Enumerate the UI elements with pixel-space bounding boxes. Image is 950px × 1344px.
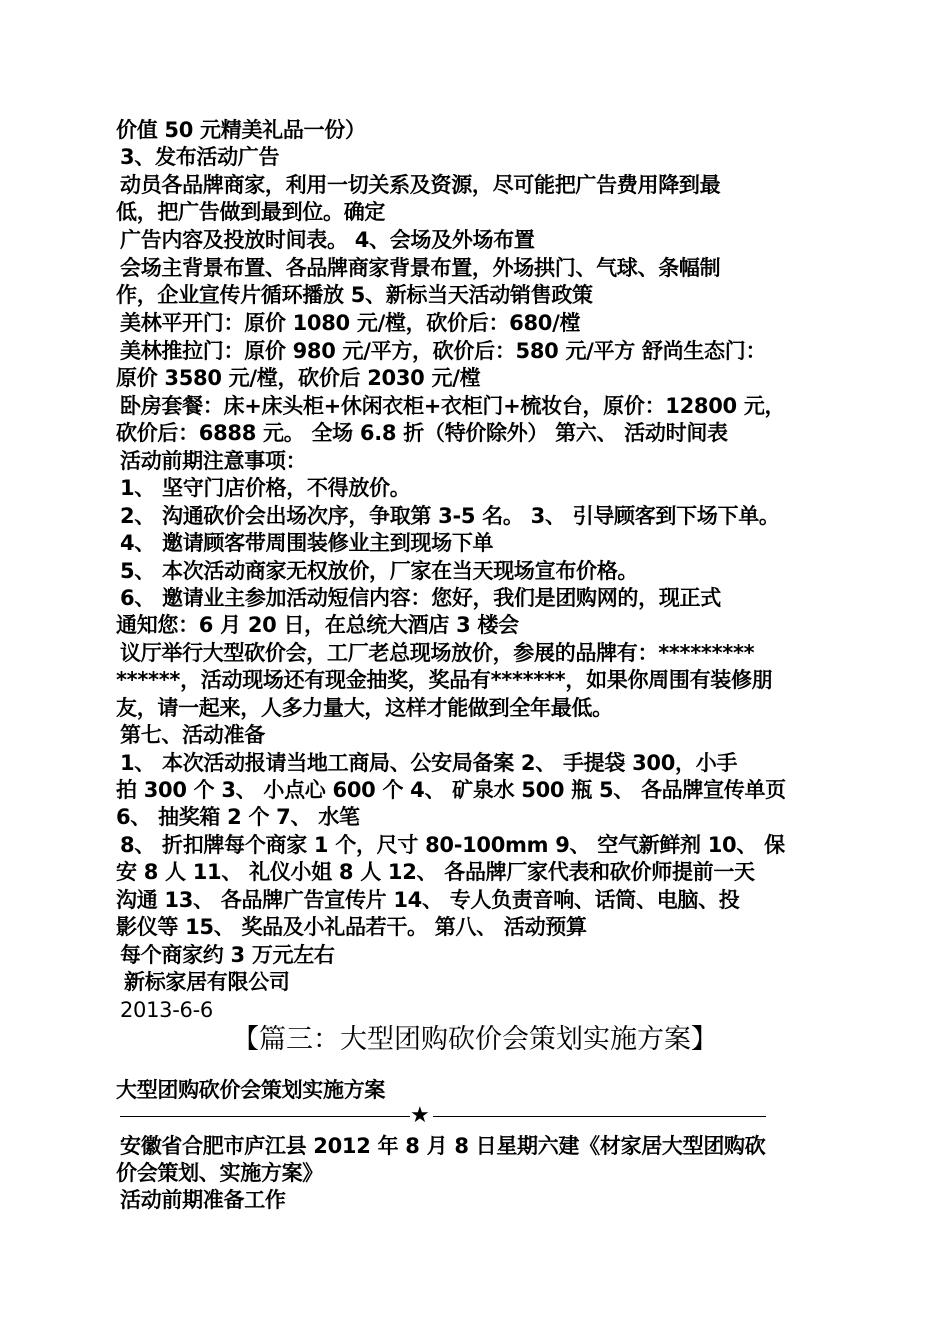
text-line: 影仪等 15、 奖品及小礼品若干。 第八、 活动预算	[116, 915, 587, 939]
text-line: 卧房套餐：床+床头柜+休闲衣柜+衣柜门+梳妆台，原价：12800 元，	[120, 394, 786, 418]
divider-line-left	[120, 1116, 410, 1117]
text-line: 广告内容及投放时间表。 4、会场及外场布置	[120, 228, 535, 252]
text-line: 8、 折扣牌每个商家 1 个，尺寸 80-100mm 9、 空气新鲜剂 10、 保	[120, 833, 785, 857]
company-name: 新标家居有限公司	[124, 970, 290, 994]
text-line: 美林平开门：原价 1080 元/樘，砍价后：680/樘	[120, 311, 581, 335]
text-line: 动员各品牌商家，利用一切关系及资源，尽可能把广告费用降到最	[120, 173, 721, 197]
text-line: 拍 300 个 3、 小点心 600 个 4、 矿泉水 500 瓶 5、 各品牌宣传单页	[116, 778, 786, 802]
text-line: 活动前期注意事项：	[120, 449, 307, 473]
subheading: 活动前期准备工作	[120, 1188, 286, 1212]
text-line: 安 8 人 11、 礼仪小姐 8 人 12、 各品牌厂家代表和砍价师提前一天	[116, 860, 755, 884]
intro-line: 安徽省合肥市庐江县 2012 年 8 月 8 日星期六建《材家居大型团购砍	[120, 1134, 766, 1158]
text-line: 砍价后：6888 元。 全场 6.8 折（特价除外） 第六、 活动时间表	[116, 421, 728, 445]
text-line: 6、 抽奖箱 2 个 7、 水笔	[116, 805, 360, 829]
divider-line-right	[433, 1116, 766, 1117]
text-line: 沟通 13、 各品牌广告宣传片 14、 专人负责音响、话筒、电脑、投	[116, 888, 740, 912]
text-line: 3、发布活动广告	[120, 145, 280, 169]
text-line: 价值 50 元精美礼品一份）	[116, 118, 366, 142]
text-line: 会场主背景布置、各品牌商家背景布置，外场拱门、气球、条幅制	[120, 256, 721, 280]
text-line: 1、 坚守门店价格，不得放价。	[120, 476, 411, 500]
text-line: 2、 沟通砍价会出场次序，争取第 3-5 名。 3、 引导顾客到下场下单。	[120, 504, 780, 528]
text-line: 5、 本次活动商家无权放价，厂家在当天现场宣布价格。	[120, 559, 639, 583]
text-line: 4、 邀请顾客带周围装修业主到现场下单	[120, 531, 494, 555]
text-line: 通知您：6 月 20 日，在总统大酒店 3 楼会	[116, 613, 519, 637]
text-line: 1、 本次活动报请当地工商局、公安局备案 2、 手提袋 300，小手	[120, 751, 738, 775]
text-line: 第七、活动准备	[120, 723, 265, 747]
text-line: 6、 邀请业主参加活动短信内容：您好，我们是团购网的，现正式	[120, 586, 721, 610]
text-line: 美林推拉门：原价 980 元/平方，砍价后：580 元/平方 舒尚生态门：	[120, 339, 767, 363]
star-icon: ★	[410, 1103, 430, 1128]
date-line: 2013-6-6	[120, 998, 213, 1022]
doc-title: 大型团购砍价会策划实施方案	[116, 1078, 386, 1102]
intro-line: 价会策划、实施方案》	[116, 1161, 323, 1185]
text-line: 原价 3580 元/樘，砍价后 2030 元/樘	[116, 366, 481, 390]
text-line: ******，活动现场还有现金抽奖，奖品有*******，如果你周围有装修朋	[116, 668, 773, 692]
text-line: 议厅举行大型砍价会，工厂老总现场放价，参展的品牌有：*********	[120, 641, 755, 665]
text-line: 友，请一起来，人多力量大，这样才能做到全年最低。	[116, 696, 613, 720]
section-heading: 【篇三：大型团购砍价会策划实施方案】	[232, 1024, 718, 1055]
text-line: 作，企业宣传片循环播放 5、新标当天活动销售政策	[116, 283, 593, 307]
text-line: 每个商家约 3 万元左右	[120, 943, 335, 967]
text-line: 低，把广告做到最到位。确定	[116, 200, 386, 224]
